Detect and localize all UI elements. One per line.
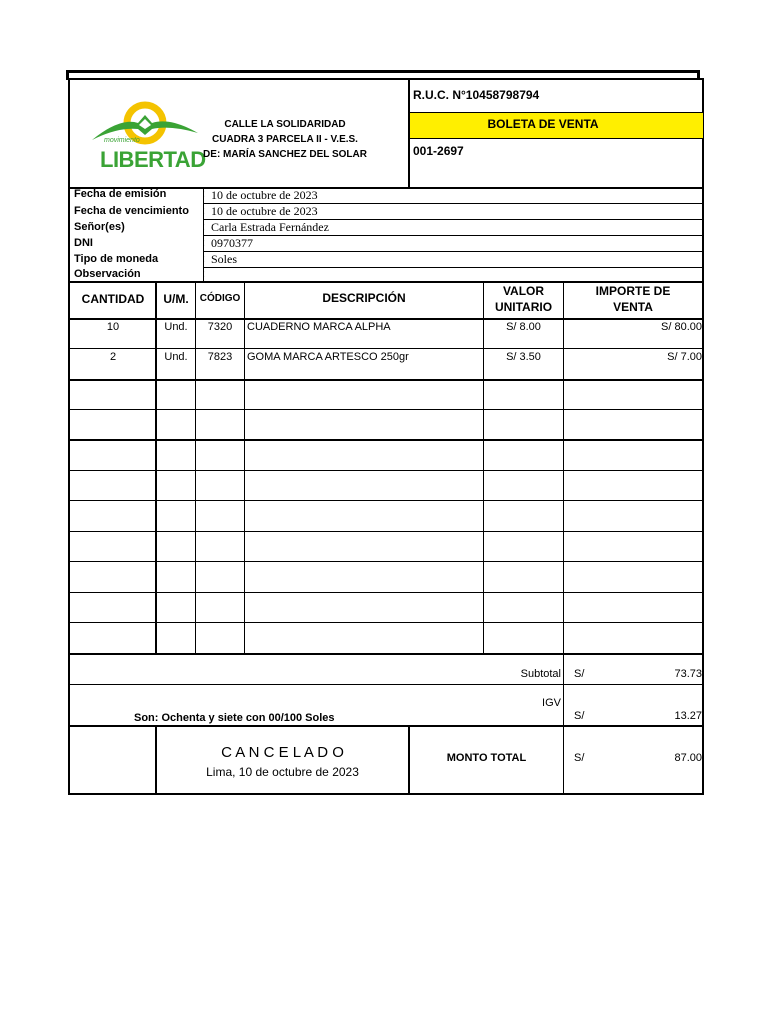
info-colon: : <box>202 253 206 265</box>
info-colon: : <box>202 221 206 233</box>
monto-total-currency: S/ <box>574 752 585 764</box>
cancelado-stamp: C A N C E L A D O <box>221 744 344 761</box>
address-line-3: DE: MARÍA SANCHEZ DEL SOLAR <box>203 149 367 160</box>
info-label-emision: Fecha de emisión <box>74 188 167 200</box>
info-label-dni: DNI <box>74 237 93 249</box>
subtotal-label: Subtotal <box>520 668 561 680</box>
doc-number: 001-2697 <box>413 144 464 158</box>
ruc-number: R.U.C. N°10458798794 <box>413 88 540 102</box>
place-date: Lima, 10 de octubre de 2023 <box>206 765 359 779</box>
igv-currency: S/ <box>574 710 585 722</box>
cell-codigo: 7320 <box>207 321 233 333</box>
info-value-dni: 0970377 <box>211 236 253 250</box>
logo-small-text: movimiento <box>104 137 140 144</box>
subtotal-value: 73.73 <box>674 668 702 680</box>
info-label-moneda: Tipo de moneda <box>74 253 159 265</box>
cell-valor: S/ 3.50 <box>506 351 541 363</box>
info-value-vencimiento: 10 de octubre de 2023 <box>211 204 318 218</box>
cell-um: Und. <box>164 321 188 333</box>
cell-importe: S/ 80.00 <box>661 321 702 333</box>
monto-total-label: MONTO TOTAL <box>446 752 527 764</box>
col-descripcion: DESCRIPCIÓN <box>322 291 406 305</box>
col-importe-line2: VENTA <box>613 300 653 314</box>
info-label-vencimiento: Fecha de vencimiento <box>74 205 189 217</box>
monto-total-value: 87.00 <box>674 752 702 764</box>
cell-descripcion: CUADERNO MARCA ALPHA <box>247 321 391 333</box>
info-colon: : <box>202 268 206 280</box>
col-um: U/M. <box>163 292 189 306</box>
subtotal-currency: S/ <box>574 668 585 680</box>
address-line-1: CALLE LA SOLIDARIDAD <box>224 119 346 130</box>
info-colon: : <box>202 205 206 217</box>
info-colon: : <box>202 237 206 249</box>
info-label-observacion: Observación <box>74 268 141 280</box>
address-line-2: CUADRA 3 PARCELA II - V.E.S. <box>212 134 358 145</box>
cell-importe: S/ 7.00 <box>667 351 702 363</box>
logo-text: LIBERTAD <box>100 147 206 172</box>
cell-cantidad: 10 <box>106 321 120 333</box>
info-colon: : <box>202 188 206 200</box>
doc-type: BOLETA DE VENTA <box>487 117 599 131</box>
igv-value: 13.27 <box>674 710 702 722</box>
son-text: Son: Ochenta y siete con 00/100 Soles <box>134 712 335 724</box>
info-value-emision: 10 de octubre de 2023 <box>211 188 318 202</box>
col-importe-line1: IMPORTE DE <box>595 284 671 298</box>
info-label-senor: Señor(es) <box>74 221 125 233</box>
col-valor-line1: VALOR <box>502 284 545 298</box>
cell-codigo: 7823 <box>207 351 233 363</box>
cell-um: Und. <box>164 351 188 363</box>
info-value-senor: Carla Estrada Fernández <box>211 220 329 234</box>
cell-descripcion: GOMA MARCA ARTESCO 250gr <box>247 351 409 363</box>
col-codigo: CÓDIGO <box>199 293 241 304</box>
igv-label: IGV <box>542 697 561 709</box>
cell-valor: S/ 8.00 <box>506 321 541 333</box>
col-cantidad: CANTIDAD <box>81 292 145 306</box>
col-valor-line2: UNITARIO <box>494 300 553 314</box>
cell-cantidad: 2 <box>109 351 117 363</box>
info-value-moneda: Soles <box>211 252 238 266</box>
company-logo <box>90 95 206 177</box>
